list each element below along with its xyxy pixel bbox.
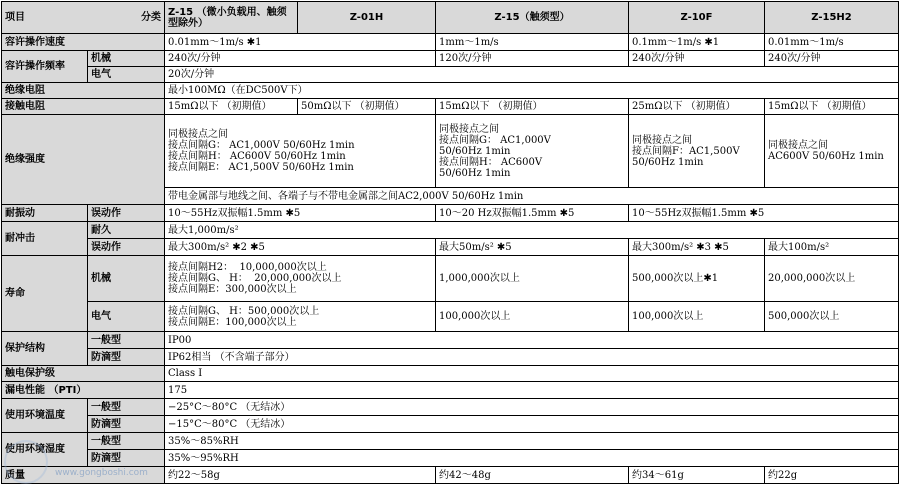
life-mech-c3: 1,000,000次以上 xyxy=(436,256,629,302)
watermark-logo-icon xyxy=(4,440,48,484)
life-mech-c12: 接点间隔H2： 10,000,000次以上 接点间隔G、 H： 20,000,000次以上 接点间隔E：300,000次以上 xyxy=(165,256,436,302)
humid-drip-all: 35%～95%RH xyxy=(165,450,899,467)
dielectric-all: 带电金属部与地线之间、各端子与不带电金属部之间AC2,000V 50/60Hz 1min xyxy=(165,188,899,205)
label-shock-mal: 误动作 xyxy=(88,239,165,256)
mass-c12: 约22～58g xyxy=(165,467,436,484)
shockprot-all: Class I xyxy=(165,366,899,382)
shock-mal-c5: 最大100m/s² xyxy=(765,239,899,256)
header-item: 项目 xyxy=(5,12,25,23)
contact-c3: 15mΩ以下 （初期值） xyxy=(436,99,629,115)
label-speed: 容许操作速度 xyxy=(2,34,165,51)
header-z10f: Z-10F xyxy=(629,2,765,34)
mass-c4: 约34～61g xyxy=(629,467,765,484)
label-protect-gen: 一般型 xyxy=(88,332,165,349)
speed-c4: 0.1mm～1m/s ✱1 xyxy=(629,34,765,51)
vib-c3: 10～20 Hz双振幅1.5mm ✱5 xyxy=(436,205,629,222)
shock-mal-c12: 最大300m/s² ✱2 ✱5 xyxy=(165,239,436,256)
header-z15-whisker: Z-15（触须型） xyxy=(436,2,629,34)
life-mech-c5: 20,000,000次以上 xyxy=(765,256,899,302)
humid-gen-all: 35%～85%RH xyxy=(165,433,899,450)
speed-c5: 0.01mm～1m/s xyxy=(765,34,899,51)
freq-mech-c3: 120次/分钟 xyxy=(436,51,629,67)
dielectric-c4: 同极接点之间 接点间隔F：AC1,500V 50/60Hz 1min xyxy=(629,115,765,188)
dielectric-c3: 同极接点之间 接点间隔G： AC1,000V 50/60Hz 1min 接点间隔H： AC600V 50/60Hz 1min xyxy=(436,115,629,188)
freq-mech-c5: 240次/分钟 xyxy=(765,51,899,67)
label-freq-elec: 电气 xyxy=(88,67,165,83)
life-elec-c3: 100,000次以上 xyxy=(436,302,629,332)
contact-c1: 15mΩ以下 （初期值） xyxy=(165,99,298,115)
label-pti: 漏电性能 （PTI） xyxy=(2,382,165,399)
speed-c3: 1mm～1m/s xyxy=(436,34,629,51)
label-mass: 质量 xyxy=(2,467,165,484)
speed-c12: 0.01mm～1m/s ✱1 xyxy=(165,34,436,51)
label-insul: 绝缘电阻 xyxy=(2,83,165,99)
label-freq: 容许操作频率 xyxy=(2,51,88,83)
contact-c5: 15mΩ以下 （初期值） xyxy=(765,99,899,115)
temp-drip-all: −15°C～80°C （无结冰） xyxy=(165,416,899,433)
watermark-text: www.gongboshi.com xyxy=(55,468,148,478)
header-z01h: Z-01H xyxy=(298,2,436,34)
freq-mech-c4: 240次/分钟 xyxy=(629,51,765,67)
life-elec-c12: 接点间隔G、 H：500,000次以上 接点间隔E：100,000次以上 xyxy=(165,302,436,332)
vib-c12: 10～55Hz双振幅1.5mm ✱5 xyxy=(165,205,436,222)
label-life: 寿命 xyxy=(2,256,88,332)
header-z15: Z-15 （微小负载用、触须型除外） xyxy=(165,2,298,34)
freq-elec-all: 20次/分钟 xyxy=(165,67,899,83)
insul-all: 最小100MΩ（在DC500V下） xyxy=(165,83,899,99)
header-z15h2: Z-15H2 xyxy=(765,2,899,34)
label-temp-gen: 一般型 xyxy=(88,399,165,416)
shock-dur-all: 最大1,000m/s² xyxy=(165,222,899,239)
contact-c4: 25mΩ以下 （初期值） xyxy=(629,99,765,115)
protect-gen-all: IP00 xyxy=(165,332,899,349)
label-freq-mech: 机械 xyxy=(88,51,165,67)
dielectric-c5: 同极接点之间 AC600V 50/60Hz 1min xyxy=(765,115,899,188)
label-dielectric: 绝缘强度 xyxy=(2,115,165,205)
life-elec-c5: 500,000次以上 xyxy=(765,302,899,332)
life-mech-c4: 500,000次以上✱1 xyxy=(629,256,765,302)
label-vib-sub: 误动作 xyxy=(88,205,165,222)
life-elec-c4: 100,000次以上 xyxy=(629,302,765,332)
spec-table xyxy=(1,1,899,484)
shock-mal-c3: 最大50m/s² ✱5 xyxy=(436,239,629,256)
header-category: 分类 xyxy=(141,12,161,23)
dielectric-c12: 同极接点之间 接点间隔G： AC1,000V 50/60Hz 1min 接点间隔H： AC600V 50/60Hz 1min 接点间隔E： AC1,500V 50/60Hz 1min xyxy=(165,115,436,188)
header-item-category xyxy=(2,2,165,34)
freq-mech-c12: 240次/分钟 xyxy=(165,51,436,67)
contact-c2: 50mΩ以下 （初期值） xyxy=(298,99,436,115)
label-humid-gen: 一般型 xyxy=(88,433,165,450)
label-protect: 保护结构 xyxy=(2,332,88,366)
label-shock-dur: 耐久 xyxy=(88,222,165,239)
vib-c45: 10～55Hz双振幅1.5mm ✱5 xyxy=(629,205,899,222)
pti-all: 175 xyxy=(165,382,899,399)
label-temp: 使用环境温度 xyxy=(2,399,88,433)
label-humid-drip: 防滴型 xyxy=(88,450,165,467)
protect-drip-all: IP62相当 （不含端子部分） xyxy=(165,349,899,366)
label-protect-drip: 防滴型 xyxy=(88,349,165,366)
label-life-mech: 机械 xyxy=(88,256,165,302)
label-humid: 使用环境湿度 xyxy=(2,433,88,467)
label-life-elec: 电气 xyxy=(88,302,165,332)
label-temp-drip: 防滴型 xyxy=(88,416,165,433)
shock-mal-c4: 最大300m/s² ✱3 ✱5 xyxy=(629,239,765,256)
label-shockprot: 触电保护级 xyxy=(2,366,165,382)
temp-gen-all: −25°C～80°C （无结冰） xyxy=(165,399,899,416)
label-contact: 接触电阻 xyxy=(2,99,165,115)
label-shock: 耐冲击 xyxy=(2,222,88,256)
label-vib: 耐振动 xyxy=(2,205,88,222)
mass-c5: 约22g xyxy=(765,467,899,484)
mass-c3: 约42～48g xyxy=(436,467,629,484)
